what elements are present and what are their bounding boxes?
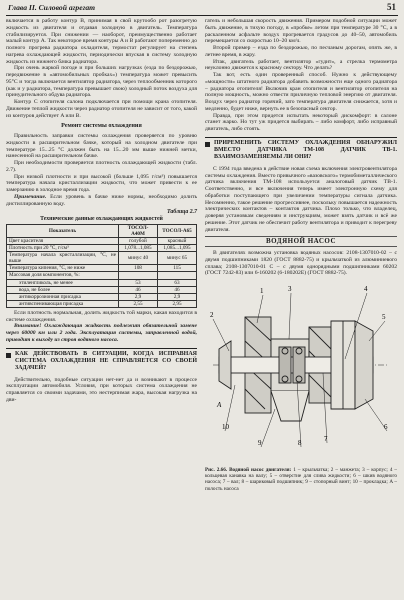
section-banner: ВОДЯНОЙ НАСОС <box>205 236 397 247</box>
table-cell: минус 65 <box>158 252 197 265</box>
question-title: КАК ДЕЙСТВОВАТЬ В СИТУАЦИИ, КОГДА ИСПРАВНАЯ СИСТЕМА ОХЛАЖДЕНИЯ НЕ СПРАВЛЯЕТСЯ СО СВОЕЙ ЗАДАЧЕЙ? <box>15 350 197 371</box>
table-row <box>7 237 197 244</box>
paragraph: Контур C отопителя салона подключается при помощи крана отопителя. Движение теплой жидкости через радиатор отопителя не зависит от того, какой из контуров действует A или B. <box>6 99 197 119</box>
left-column <box>6 18 197 404</box>
warning-label: Внимание! <box>14 323 42 330</box>
paragraph: гатель и небольшая скорость движения. Примером подобной ситуации может быть движение, в тихую погоду, в «пробке» летом при температуре 30 °С, а в раскаленном асфальте воздух прогревается градусов до 40–50, автомобиль перемещается со скоростью 10–20 км/ч. <box>205 18 397 45</box>
table-row <box>7 300 197 307</box>
figure-caption <box>205 467 397 492</box>
column-header: ТОСОЛ-А40М <box>119 224 158 237</box>
table-cell <box>119 272 158 279</box>
right-column <box>205 18 397 492</box>
paragraph: В двигателях возможна установка водяных насосов: 2108-1307010-02 – с двумя подшипниками 1820 (ГОСТ 8882-75) и крыльчаткой из алюминиевого сплава; 2108-1307010-01 С – с двумя однорядными подшипниками 60202 (ГОСТ 7242-83) или 6-160202 (6-180202Е) (ГОСТ 8882-75). <box>205 250 397 277</box>
table-cell: 63 <box>158 279 197 286</box>
table-cell: 108 <box>119 265 158 272</box>
table-cell: Цвет красителя <box>7 237 119 244</box>
paragraph: включается в работу контур B, принимая в свой крутообо рот разогретую жидкость из двигателя и отдавая холодную в двигатель. Температура стабилизируется. При снижении — наоборот, преимущественно работает малый контур A. Так некоторое время контуры A и B работают попеременно до полного прогрева радиатора охладителя, термостат регулирует на степень нагрева охлаждающей жидкости, периодически впуская в систему холодную жидкость из нижнего бачка радиатора. <box>6 18 197 65</box>
figure-caption-label: Рис. 2.66. Водяной насос двигателя: <box>205 467 292 473</box>
coolant-table <box>6 224 197 308</box>
table-cell: 2,95 <box>158 300 197 307</box>
note-label: Примечание. <box>14 193 47 200</box>
table-cell: вода, не более <box>7 286 119 293</box>
table-row <box>7 272 197 279</box>
paragraph: При необходимости проверяется плотность охлаждающей жидкости (табл. 2.7). <box>6 160 197 173</box>
table-cell: Массовая доля компонентов, %: <box>7 272 119 279</box>
figure-callout-number: 9 <box>258 439 262 447</box>
table-cell: 53 <box>119 279 158 286</box>
table-cell: 115 <box>158 265 197 272</box>
column-header: Показатель <box>7 224 119 237</box>
table-cell: Температура начала кристаллизации, °С, не выше <box>7 252 119 265</box>
paragraph: Итак, двигатель работает, вентилятор «гудит», а стрелка термометра неуклонно движется к красному сектору. Что делать? <box>205 58 397 72</box>
figure-callout-number: 10 <box>222 423 229 431</box>
table-cell: 1,078...1,085 <box>119 245 158 252</box>
table-cell: 1,085...1,095 <box>158 245 197 252</box>
square-bullet-icon <box>6 353 11 358</box>
table-cell: 2,55 <box>119 300 158 307</box>
table-row <box>7 286 197 293</box>
warning <box>6 323 197 343</box>
table-row <box>7 265 197 272</box>
table-cell: 2,9 <box>119 293 158 300</box>
paragraph: Правильность заправки системы охлаждения проверяется по уровню жидкости в расширительном бачке, который на холодном двигателе при температуре 15...25 °С должен быть на 15...20 мм выше нижней метки, нанесенной на расширительном бачке. <box>6 133 197 160</box>
water-pump-figure <box>205 281 397 465</box>
figure-caption-text: 1 – крыльчатка; 2 – манжета; 3 – корпус; 4 – кольцевая канавка на валу; 5 – отверстие для слива жидкости; 6 – шкив водяного насоса; 7 – вал; 8 – шариковый подшипник; 9 – стопорный винт; 10 – прокладка; A – полость насоса <box>205 467 397 492</box>
note <box>6 194 197 208</box>
table-cell: этиленгликоль, не менее <box>7 279 119 286</box>
paragraph: Если плотность нормальная, долить жидкость той марки, какая находится в системе охлаждения. <box>6 309 197 323</box>
chapter-title: Глава II. Силовой агрегат <box>8 3 96 12</box>
question-heading <box>6 348 197 374</box>
callout-leader-line <box>213 319 229 351</box>
figure-callout-number: 3 <box>288 285 292 293</box>
table-cell: 46 <box>119 286 158 293</box>
paragraph: Действительно, подобные ситуации нет-нет да и возникают в процессе эксплуатации автомобиля. Условия, при которых система охлаждения не справляется со своими задачами, это нестерпимая жара, высокая нагрузка на дви- <box>6 376 197 403</box>
table-header-row <box>7 224 197 237</box>
table-body <box>7 237 197 307</box>
page-number: 51 <box>387 2 396 12</box>
column-header: ТОСОЛ-А65 <box>158 224 197 237</box>
table-caption: Таблица 2.7 <box>167 209 197 216</box>
question-heading <box>205 137 397 163</box>
paragraph: При очень жаркой погоде и при больших нагрузках (езда по бездорожью, передвижение в «автомобильных пробках») температура может превысить 95°С и тогда включается вентилятор радиатора, через теплообменник которого (как и у радиатора, температура превышает свою) холодный поток воздуха для принудительного обдува радиатора. <box>6 65 197 99</box>
table-cell: 2,9 <box>158 293 197 300</box>
paragraph: Так вот, есть один проверенный способ. Нужно к действующему «мощности» штатного радиатора добавить возможности еще одного радиатора – радиатора отопителя! Включив кран отопителя и вентилятор отопителя на полную мощность, можно отвести приличную тепловой энергию от двигателя. Воздух через радиатор горячий, зато температура двигателя снижается, хотя и медленно, будет ниже, вернуть ее в безопасный сектор. <box>205 72 397 112</box>
table-row <box>7 245 197 252</box>
table-cell: 46 <box>158 286 197 293</box>
figure-label-a: A <box>217 401 222 409</box>
note-text: Если уровень в бачке ниже нормы, необходимо долить дистиллированную воду. <box>6 193 197 207</box>
square-bullet-icon <box>205 142 210 147</box>
section-heading: Ремонт системы охлаждения <box>61 122 142 130</box>
question-title: ПРИРЕМЕНИТЬ СИСТЕМУ ОХЛАЖДЕНИЯ ОБНАРУЖИЛ ВМЕСТО ДАТЧИКА ТМ-108 ДАТЧИК ТВ-1. ВЗАИМОЗАМЕНЯЕМЫ ЛИ ОНИ? <box>214 139 397 160</box>
paragraph: Второй пример – езда по бездорожью, по песчаным дорогам, опять же, в летнее время, в жару. <box>205 45 397 58</box>
figure-callout-number: 8 <box>298 439 302 447</box>
table-cell: антивспенивающая присадка <box>7 300 119 307</box>
warning-text: Охлаждающая жидкость подлежит обязательной замене через 60000 км или 2 года. Эксплуатация системы, заправленной водой, приводит к выходу из строя водяного насоса. <box>6 323 197 343</box>
paragraph: С 1994 года введена в действие новая схема включения электровентилятора системы охлаждения. Вместо привычного «вазовского» термобиметаллического датчика включения ТМ-108 используется аналоговый датчик ТВ-1. Соответственно, и все включения теперь имеет электронную схему для обработки поступающего при увеличении температуры сигнала датчика. Несомненно, такое решение прогрессивнее, поскольку повышается надежность электрических контактов – контактов датчика. Плохо только, что владелец, доверяя установкам сведениям и инструкциям, может взять датчик и всё же решение. Этот датчик не обеспечит работу вентилятора и приводит к перегреву двигателя. <box>205 165 397 233</box>
table-cell: антикоррозионная присадка <box>7 293 119 300</box>
table-row <box>7 279 197 286</box>
water-pump-drawing <box>205 281 397 465</box>
paragraph: При низкой плотности и при высокой (больше 1,095 г/см³) повышается температура начала кристаллизации жидкости, что может привести к ее замерзанию в холодное время года. <box>6 173 197 193</box>
table-cell: Плотность при 20 °С, г/см³ <box>7 245 119 252</box>
table-cell: Температура кипения, °С, не ниже <box>7 265 119 272</box>
figure-callout-number: 1 <box>260 287 264 295</box>
page-header <box>6 3 398 16</box>
figure-callout-number: 6 <box>384 423 388 431</box>
figure-callout-number: 7 <box>324 435 328 443</box>
table-row <box>7 252 197 265</box>
figure-callout-number: 2 <box>210 311 214 319</box>
callout-leader-line <box>289 293 291 339</box>
table-title: Технические данные охлаждающих жидкостей <box>40 216 163 222</box>
table-cell: голубой <box>119 237 158 244</box>
table-row <box>7 293 197 300</box>
paragraph: Правда, при этом придется испытать некоторый дискомфорт: в салоне станет жарко. Но тут уж придется выбирать – либо комфорт, либо исправный двигатель, либо стоять. <box>205 112 397 132</box>
figure-callout-number: 5 <box>382 313 386 321</box>
figure-callout-number: 4 <box>364 285 368 293</box>
table-cell: красный <box>158 237 197 244</box>
table-cell: минус 40 <box>119 252 158 265</box>
table-cell <box>158 272 197 279</box>
callout-leader-line <box>261 409 275 447</box>
